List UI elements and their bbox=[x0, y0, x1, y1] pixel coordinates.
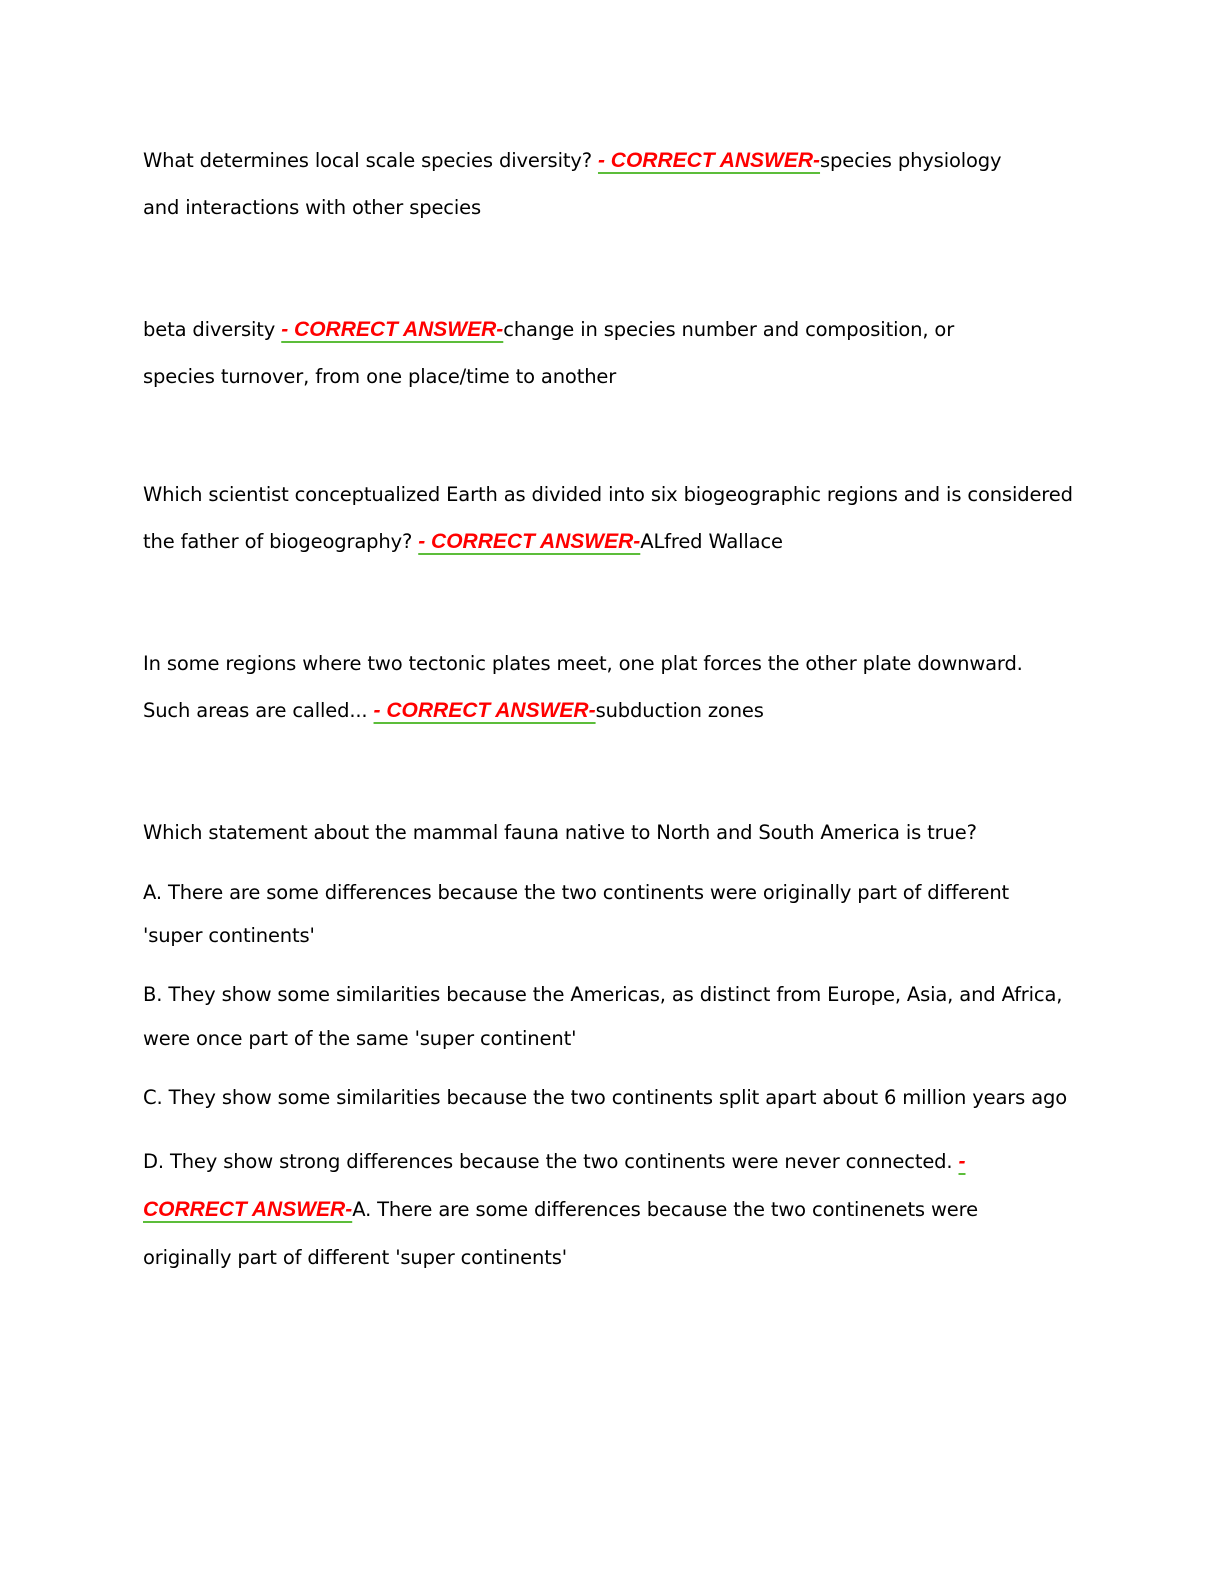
q5-option-c bbox=[143, 1085, 1067, 1111]
q2-line-1 bbox=[143, 317, 954, 343]
q1-line-1 bbox=[143, 148, 1001, 174]
q5-answer-line-2 bbox=[143, 1245, 567, 1271]
q5-option-a-line-1 bbox=[143, 880, 1009, 906]
correct-answer-marker-word: CORRECT ANSWER- bbox=[143, 1198, 353, 1221]
q3-question: Which scientist conceptualized Earth as divided into six biogeographic regions and is considered bbox=[143, 483, 1073, 506]
q4-answer: subduction zones bbox=[595, 699, 764, 722]
correct-answer-marker: - CORRECT ANSWER- bbox=[281, 318, 504, 341]
correct-answer-marker: - CORRECT ANSWER- bbox=[597, 149, 821, 172]
q2-answer-continued: species turnover, from one place/time to another bbox=[143, 365, 617, 388]
q1-question: What determines local scale species diversity? bbox=[143, 149, 598, 172]
q4-line-1 bbox=[143, 651, 1023, 677]
q5-option-a-line-2 bbox=[143, 923, 315, 949]
q2-answer: change in species number and composition, or bbox=[503, 318, 955, 341]
q5-option-d-text: D. They show strong differences because the two continents were never connected. bbox=[143, 1150, 959, 1173]
q1-answer: species physiology bbox=[820, 149, 1002, 172]
q4-question: In some regions where two tectonic plates meet, one plat forces the other plate downward. bbox=[143, 652, 1023, 675]
q5-answer-line-1 bbox=[143, 1197, 978, 1223]
q3-line-2 bbox=[143, 529, 783, 555]
correct-answer-marker: - CORRECT ANSWER- bbox=[373, 699, 596, 722]
q5-question bbox=[143, 820, 977, 846]
q2-line-2 bbox=[143, 364, 616, 390]
q3-question-continued: the father of biogeography? bbox=[143, 530, 419, 553]
q5-question-text: Which statement about the mammal fauna native to North and South America is true? bbox=[143, 821, 977, 844]
correct-answer-marker-dash: - bbox=[958, 1150, 966, 1173]
q5-answer: A. There are some differences because the two continenets were bbox=[352, 1198, 978, 1221]
q3-line-1 bbox=[143, 482, 1073, 508]
q5-option-b-line-2 bbox=[143, 1026, 576, 1052]
q1-answer-continued: and interactions with other species bbox=[143, 196, 481, 219]
q5-answer-continued: originally part of different 'super continents' bbox=[143, 1246, 567, 1269]
q5-option-b-text: B. They show some similarities because the Americas, as distinct from Europe, Asia, and Africa, bbox=[143, 983, 1063, 1006]
q4-line-2 bbox=[143, 698, 764, 724]
q1-line-2 bbox=[143, 195, 481, 221]
q5-option-b-line-1 bbox=[143, 982, 1062, 1008]
q4-question-continued: Such areas are called... bbox=[143, 699, 374, 722]
q5-option-a-text: A. There are some differences because the two continents were originally part of different bbox=[143, 881, 1010, 904]
q2-question: beta diversity bbox=[143, 318, 282, 341]
q5-option-d bbox=[143, 1149, 966, 1175]
correct-answer-marker: - CORRECT ANSWER- bbox=[418, 530, 641, 553]
q5-option-a-text-continued: 'super continents' bbox=[143, 924, 315, 947]
q5-option-b-text-continued: were once part of the same 'super continent' bbox=[143, 1027, 577, 1050]
q5-option-c-text: C. They show some similarities because the two continents split apart about 6 million years ago bbox=[143, 1086, 1068, 1109]
q3-answer: ALfred Wallace bbox=[640, 530, 783, 553]
